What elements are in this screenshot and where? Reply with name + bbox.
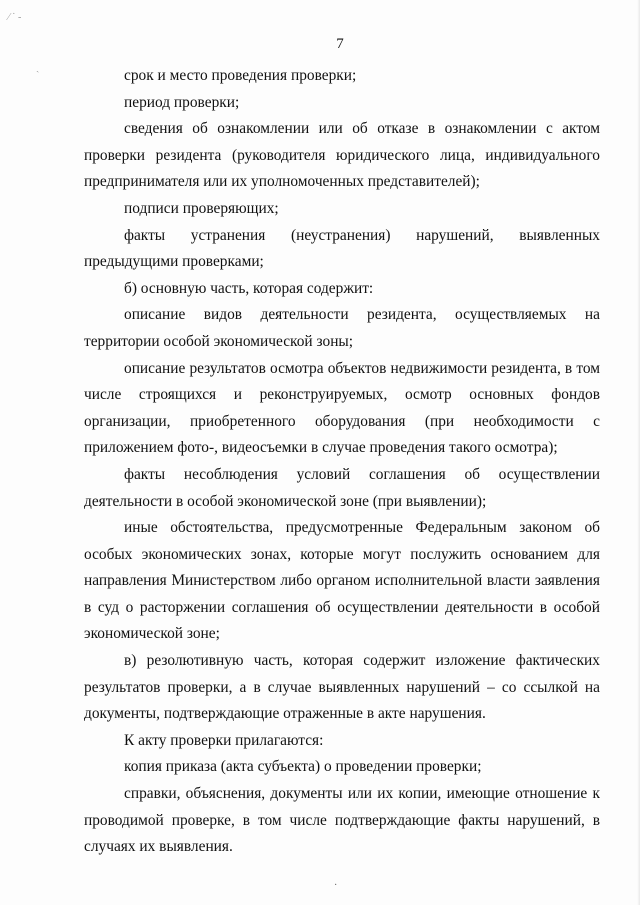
scan-artifact: · (334, 880, 338, 891)
scan-artifact: ˏ (36, 62, 40, 73)
paragraph: сведения об ознакомлении или об отказе в ознакомлении с актом проверки резидента (руководителя юридического лица, индивидуального предпринимателя или их уполномоченных представителей); (84, 120, 600, 191)
paragraph: описание результатов осмотра объектов недвижимости резидента, в том числе строящихся и реконструируемых, осмотр основных фондов организации, приобретенного оборудования (при необходимости с приложением фото-, видеосъемки в случае проведения такого осмотра); (84, 359, 600, 457)
scan-artifact: ⁄ ˙ - (8, 12, 22, 23)
paragraph: подписи проверяющих; (124, 199, 279, 217)
paragraph: в) резолютивную часть, которая содержит изложение фактических результатов проверки, а в случае выявленных нарушений – со ссылкой на документы, подтверждающие отраженные в акте нарушения. (84, 652, 600, 723)
paragraph: период проверки; (124, 93, 240, 111)
paragraph: копия приказа (акта субъекта) о проведении проверки; (124, 758, 482, 776)
paragraph: описание видов деятельности резидента, осуществляемых на территории особой экономической зоны; (84, 306, 600, 350)
paragraph: б) основную часть, которая содержит: (124, 279, 374, 297)
page-number: 7 (336, 36, 344, 52)
document-body (84, 63, 600, 861)
paragraph: К акту проверки прилагаются: (124, 731, 324, 749)
paragraph: иные обстоятельства, предусмотренные Федеральным законом об особых экономических зонах, которые могут послужить основанием для направления Министерством либо органом исполнительной власти заявления в суд о расторжении соглашения об осуществлении деятельности в особой экономической зоне; (84, 519, 600, 643)
paragraph: факты несоблюдения условий соглашения об осуществлении деятельности в особой экономической зоне (при выявлении); (84, 465, 600, 510)
paragraph: справки, объяснения, документы или их копии, имеющие отношение к проводимой проверке, в том числе подтверждающие факты нарушений, в случаях их выявления. (84, 785, 600, 856)
paragraph: факты устранения (неустранения) нарушений, выявленных предыдущими проверками; (84, 226, 600, 271)
paragraph: срок и место проведения проверки; (124, 67, 357, 84)
